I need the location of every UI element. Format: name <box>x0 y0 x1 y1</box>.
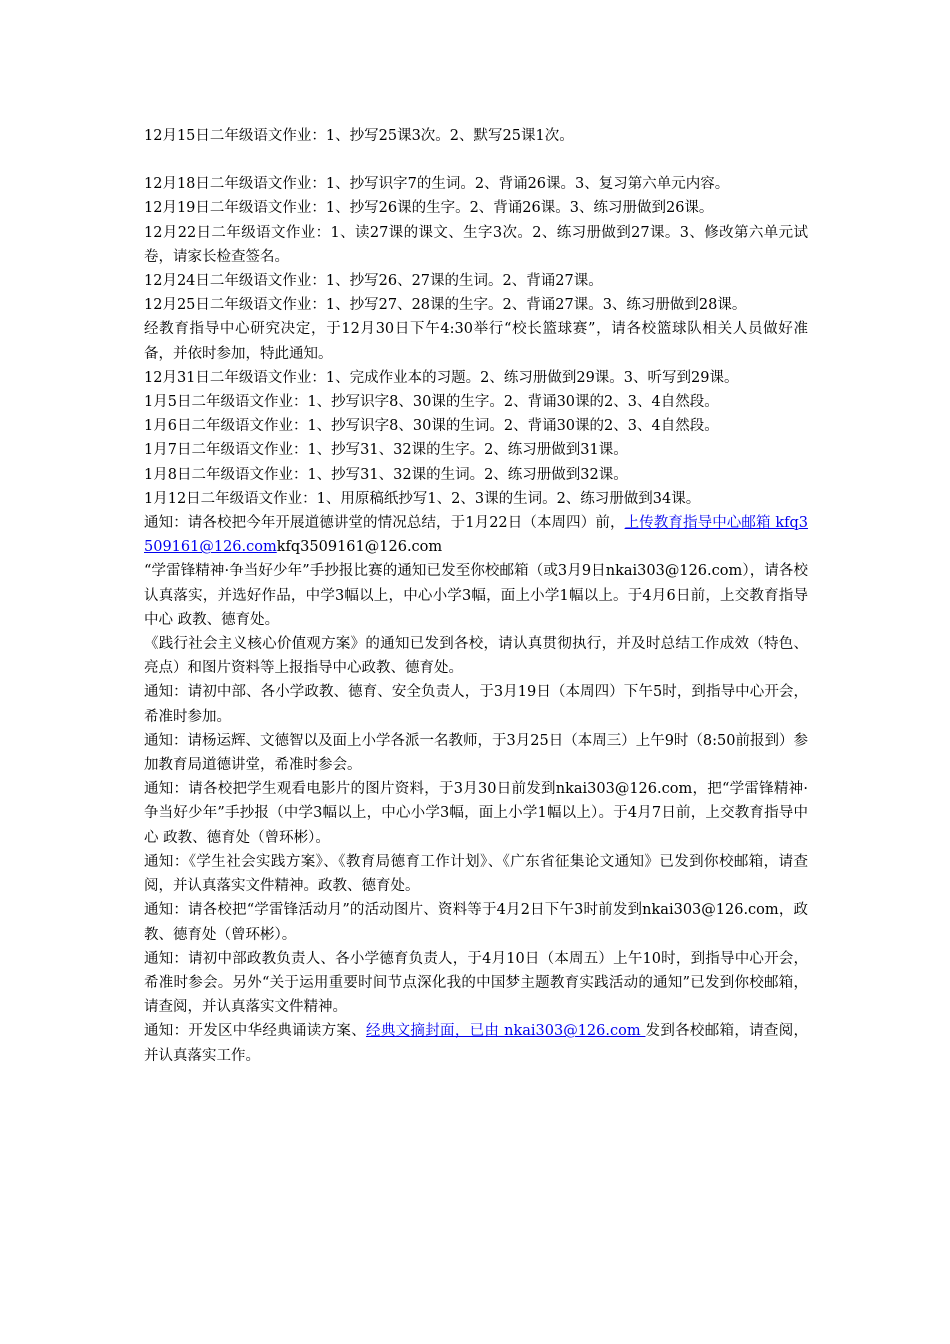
notice-upload-text: 通知：请各校把今年开展道德讲堂的情况总结，于1月22日（本周四）前， <box>144 515 625 532</box>
notice-social-practice: 通知：《学生社会实践方案》、《教育局德育工作计划》、《广东省征集论文通知》已发到你校邮箱，请查阅，并认真落实文件精神。政教、德育处。 <box>144 853 808 895</box>
homework-1225: 12月25日二年级语文作业：1、抄写27、28课的生字。2、背诵27课。3、练习册做到28课。 <box>144 297 747 314</box>
notice-meeting-0319: 通知：请初中部、各小学政教、德育、安全负责人，于3月19日（本周四）下午5时，到指导中心开会，希准时参加。 <box>144 684 808 725</box>
classics-cover-link[interactable]: 经典文摘封面，已由 nkai303@126.com <box>366 1023 646 1040</box>
blank-line <box>144 148 808 172</box>
homework-0107: 1月7日二年级语文作业：1、抄写31、32课的生字。2、练习册做到31课。 <box>144 442 628 459</box>
homework-1231: 12月31日二年级语文作业：1、完成作业本的习题。2、练习册做到29课。3、听写到29课。 <box>144 369 739 386</box>
homework-1224: 12月24日二年级语文作业：1、抄写26、27课的生词。2、背诵27课。 <box>144 273 603 290</box>
homework-1219: 12月19日二年级语文作业：1、抄写26课的生字。2、背诵26课。3、练习册做到26课。 <box>144 200 714 217</box>
homework-0112: 1月12日二年级语文作业：1、用原稿纸抄写1、2、3课的生词。2、练习册做到34课。 <box>144 490 701 507</box>
notice-handwritten-newspaper: “学雷锋精神·争当好少年”手抄报比赛的通知已发至你校邮箱（或3月9日nkai303@126.com），请各校认真落实，并选好作品，中学3幅以上，中心小学3幅，面上小学1幅以上。于4月6日前，上交教育指导中心 政教、德育处。 <box>144 563 808 628</box>
notice-basketball: 经教育指导中心研究决定，于12月30日下午4:30举行“校长篮球赛”，请各校篮球队相关人员做好准备，并依时参加，特此通知。 <box>144 321 808 362</box>
notice-core-values-plan: 《践行社会主义核心价值观方案》的通知已发到各校，请认真贯彻执行，并及时总结工作成效（特色、亮点）和图片资料等上报指导中心政教、德育处。 <box>144 636 808 677</box>
notice-classics-tail: 发到各校邮箱，请查阅，并认真落实工作。 <box>144 1023 809 1064</box>
notice-meeting-0410: 通知：请初中部政教负责人、各小学德育负责人，于4月10日（本周五）上午10时，到指导中心开会，希准时参会。另外“关于运用重要时间节点深化我的中国梦主题教育实践活动的通知”已发到你校邮箱，请查阅，并认真落实文件精神。 <box>144 950 808 1016</box>
notice-classics-text: 通知：开发区中华经典诵读方案、 <box>144 1023 367 1040</box>
notice-moral-lecture-summary <box>144 511 808 559</box>
homework-0106: 1月6日二年级语文作业：1、抄写识字8、30课的生词。2、背诵30课的2、3、4自然段。 <box>144 418 719 435</box>
notice-movie-photos: 通知：请各校把学生观看电影片的图片资料，于3月30日前发到nkai303@126.com，把“学雷锋精神·争当好少年”手抄报（中学3幅以上，中心小学3幅，面上小学1幅以上）。于4月7日前，上交教育指导中心 政教、德育处（曾环彬）。 <box>144 781 808 846</box>
homework-1215: 12月15日二年级语文作业：1、抄写25课3次。2、默写25课1次。 <box>144 128 574 144</box>
notice-moral-lecture-0325: 通知：请杨运辉、文德智以及面上小学各派一名教师，于3月25日（本周三）上午9时（8:50前报到）参加教育局道德讲堂，希准时参会。 <box>144 732 808 774</box>
notice-activity-month: 通知：请各校把“学雷锋活动月”的活动图片、资料等于4月2日下午3时前发到nkai303@126.com，政教、德育处（曾环彬）。 <box>144 902 808 943</box>
document-body <box>144 124 808 1068</box>
notice-classics-reading <box>144 1019 808 1067</box>
upload-email-link[interactable]: 上传教育指导中心邮箱 kfq3509161@126.com <box>144 515 808 556</box>
homework-1218: 12月18日二年级语文作业：1、抄写识字7的生词。2、背诵26课。3、复习第六单元内容。 <box>144 176 730 193</box>
notice-upload-email-text: kfq3509161@126.com <box>276 539 443 556</box>
homework-0105: 1月5日二年级语文作业：1、抄写识字8、30课的生字。2、背诵30课的2、3、4自然段。 <box>144 394 719 411</box>
homework-0108: 1月8日二年级语文作业：1、抄写31、32课的生词。2、练习册做到32课。 <box>144 466 628 483</box>
homework-1222: 12月22日二年级语文作业：1、读27课的课文、生字3次。2、练习册做到27课。3、修改第六单元试卷，请家长检查签名。 <box>144 224 808 265</box>
